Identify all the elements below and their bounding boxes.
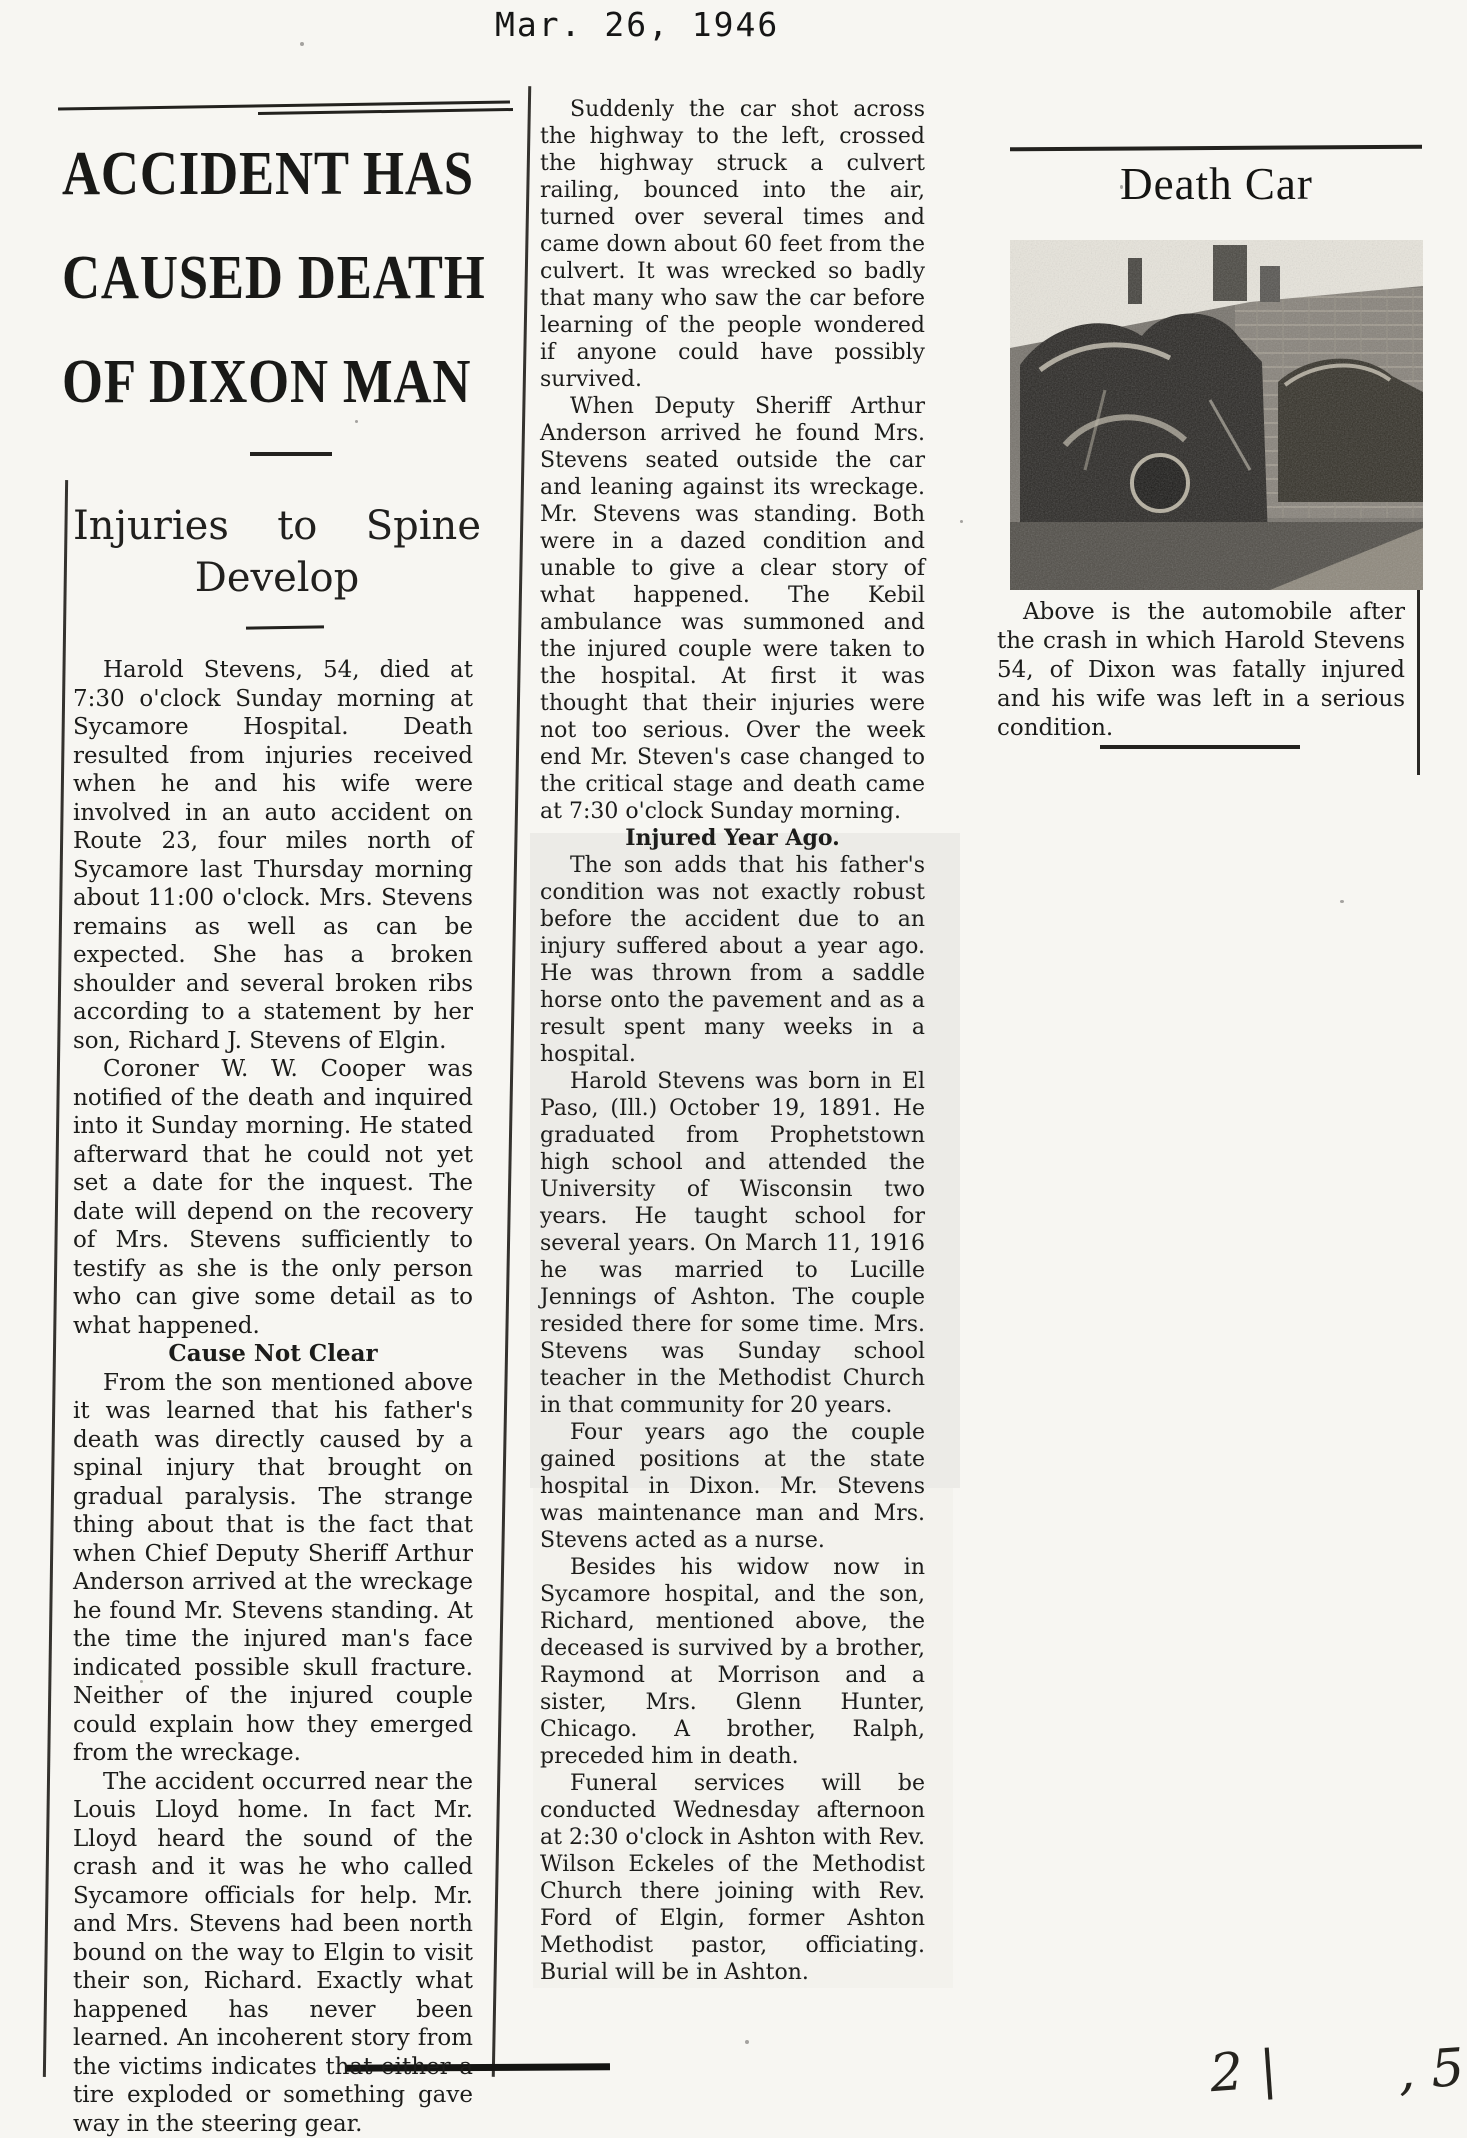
handwritten-margin-mark-left: 2 | (1208, 2040, 1279, 2105)
main-headline-line-3: OF DIXON MAN (62, 330, 521, 434)
body-paragraph: Harold Stevens was born in El Paso, (Ill.) October 19, 1891. He graduated from Prophetstown high school and attended the University of Wisconsin two years. He taught school for several years. On March 11, 1916 he was married to Lucille Jennings of Ashton. The couple resided there for some time. Mrs. Stevens was Sunday school teacher in the Methodist Church in that community for 20 years. (540, 1068, 925, 1419)
ink-speckle (140, 1680, 143, 1683)
body-paragraph: The accident occurred near the Louis Lloyd home. In fact Mr. Lloyd heard the sound of the crash and it was he who called Sycamore officials for help. Mr. and Mrs. Stevens had been north bound on the way to Elgin to visit their son, Richard. Exactly what happened has never been learned. An incoherent story from the victims indicates that either a tire exploded or something gave way in the steering gear. (73, 1768, 473, 2138)
body-paragraph: Funeral services will be conducted Wednesday afternoon at 2:30 o'clock in Ashton with Rev. Wilson Eckeles of the Methodist Church there joining with Rev. Ford of Elgin, former Ashton Methodist pastor, officiating. Burial will be in Ashton. (540, 1770, 925, 1986)
deck-headline-line-2: Develop (73, 552, 481, 604)
main-headline-line-2: CAUSED DEATH (62, 226, 521, 330)
deck-headline (73, 500, 481, 604)
left-column-edge-rule (43, 480, 68, 2077)
body-paragraph: Suddenly the car shot across the highway to the left, crossed the highway struck a culvert railing, bounced into the air, turned over several times and came down about 60 feet from the culvert. It was wrecked so badly that many who saw the car before learning of the people wondered if anyone could have possibly survived. (540, 96, 925, 393)
body-paragraph: Coroner W. W. Cooper was notified of the death and inquired into it Sunday morning. He stated afterward that he could not yet set a date for the inquest. The date will depend on the recovery of Mrs. Stevens sufficiently to testify as she is the only person who can give some detail as to what happened. (73, 1055, 473, 1340)
main-headline-line-1: ACCIDENT HAS (62, 122, 521, 226)
death-car-photo (1010, 240, 1423, 590)
ink-speckle (250, 1125, 253, 1128)
body-paragraph: Four years ago the couple gained positions at the state hospital in Dixon. Mr. Stevens was maintenance man and Mrs. Stevens acted as a nurse. (540, 1419, 925, 1554)
body-paragraph: Harold Stevens, 54, died at 7:30 o'clock Sunday morning at Sycamore Hospital. Death resulted from injuries received when he and his wife were involved in an auto accident on Route 23, four miles north of Sycamore last Thursday morning about 11:00 o'clock. Mrs. Stevens remains as well as can be expected. She has a broken shoulder and several broken ribs according to a statement by her son, Richard J. Stevens of Elgin. (73, 656, 473, 1055)
caption-bottom-rule (1100, 745, 1300, 749)
photo-caption (997, 598, 1405, 743)
section-subhead-cause-not-clear: Cause Not Clear (73, 1340, 473, 1369)
body-paragraph: Besides his widow now in Sycamore hospital, and the son, Richard, mentioned above, the deceased is survived by a brother, Raymond at Morrison and a sister, Mrs. Glenn Hunter, Chicago. A brother, Ralph, preceded him in death. (540, 1554, 925, 1770)
headline-top-rule-2 (258, 108, 513, 115)
body-paragraph: When Deputy Sheriff Arthur Anderson arrived he found Mrs. Stevens seated outside the car and leaning against its wreckage. Mr. Stevens was standing. Both were in a dazed condition and unable to give a clear story of what happened. The Kebil ambulance was summoned and the injured couple were taken to the hospital. At first it was thought that their injuries were not too serious. Over the week end Mr. Steven's case changed to the critical stage and death came at 7:30 o'clock Sunday morning. (540, 393, 925, 825)
ink-speckle (300, 42, 304, 46)
handwritten-margin-mark-right: , 5 (1396, 2038, 1466, 2102)
photo-headline: Death Car (1010, 158, 1423, 210)
photo-column-top-rule (1010, 145, 1422, 151)
caption-right-rule (1417, 583, 1420, 775)
middle-body-column (540, 96, 925, 1986)
headline-bottom-rule (250, 452, 332, 456)
page-date: Mar. 26, 1946 (495, 5, 779, 44)
body-paragraph: The son adds that his father's condition was not exactly robust before the accident due to an injury suffered about a year ago. He was thrown from a saddle horse onto the pavement and as a result spent many weeks in a hospital. (540, 852, 925, 1068)
photo-caption-text: Above is the automobile after the crash in which Harold Stevens 54, of Dixon was fatally injured and his wife was left in a serious condition. (997, 598, 1405, 743)
ink-speckle (960, 520, 963, 523)
section-subhead-injured-year-ago: Injured Year Ago. (540, 825, 925, 852)
main-headline (62, 122, 521, 434)
ink-speckle (745, 2040, 749, 2044)
left-body-column (73, 656, 473, 2138)
deck-bottom-rule (246, 625, 324, 629)
deck-headline-line-1: Injuries to Spine (73, 500, 481, 552)
body-paragraph: From the son mentioned above it was learned that his father's death was directly caused by a spinal injury that brought on gradual paralysis. The strange thing about that is the fact that when Chief Deputy Sheriff Arthur Anderson arrived at the wreckage he found Mr. Stevens standing. At the time the injured man's face indicated possible skull fracture. Neither of the injured couple could explain how they emerged from the wreckage. (73, 1369, 473, 1768)
ink-speckle (1340, 900, 1344, 903)
ink-speckle (355, 420, 358, 423)
ink-speckle (1120, 185, 1123, 189)
